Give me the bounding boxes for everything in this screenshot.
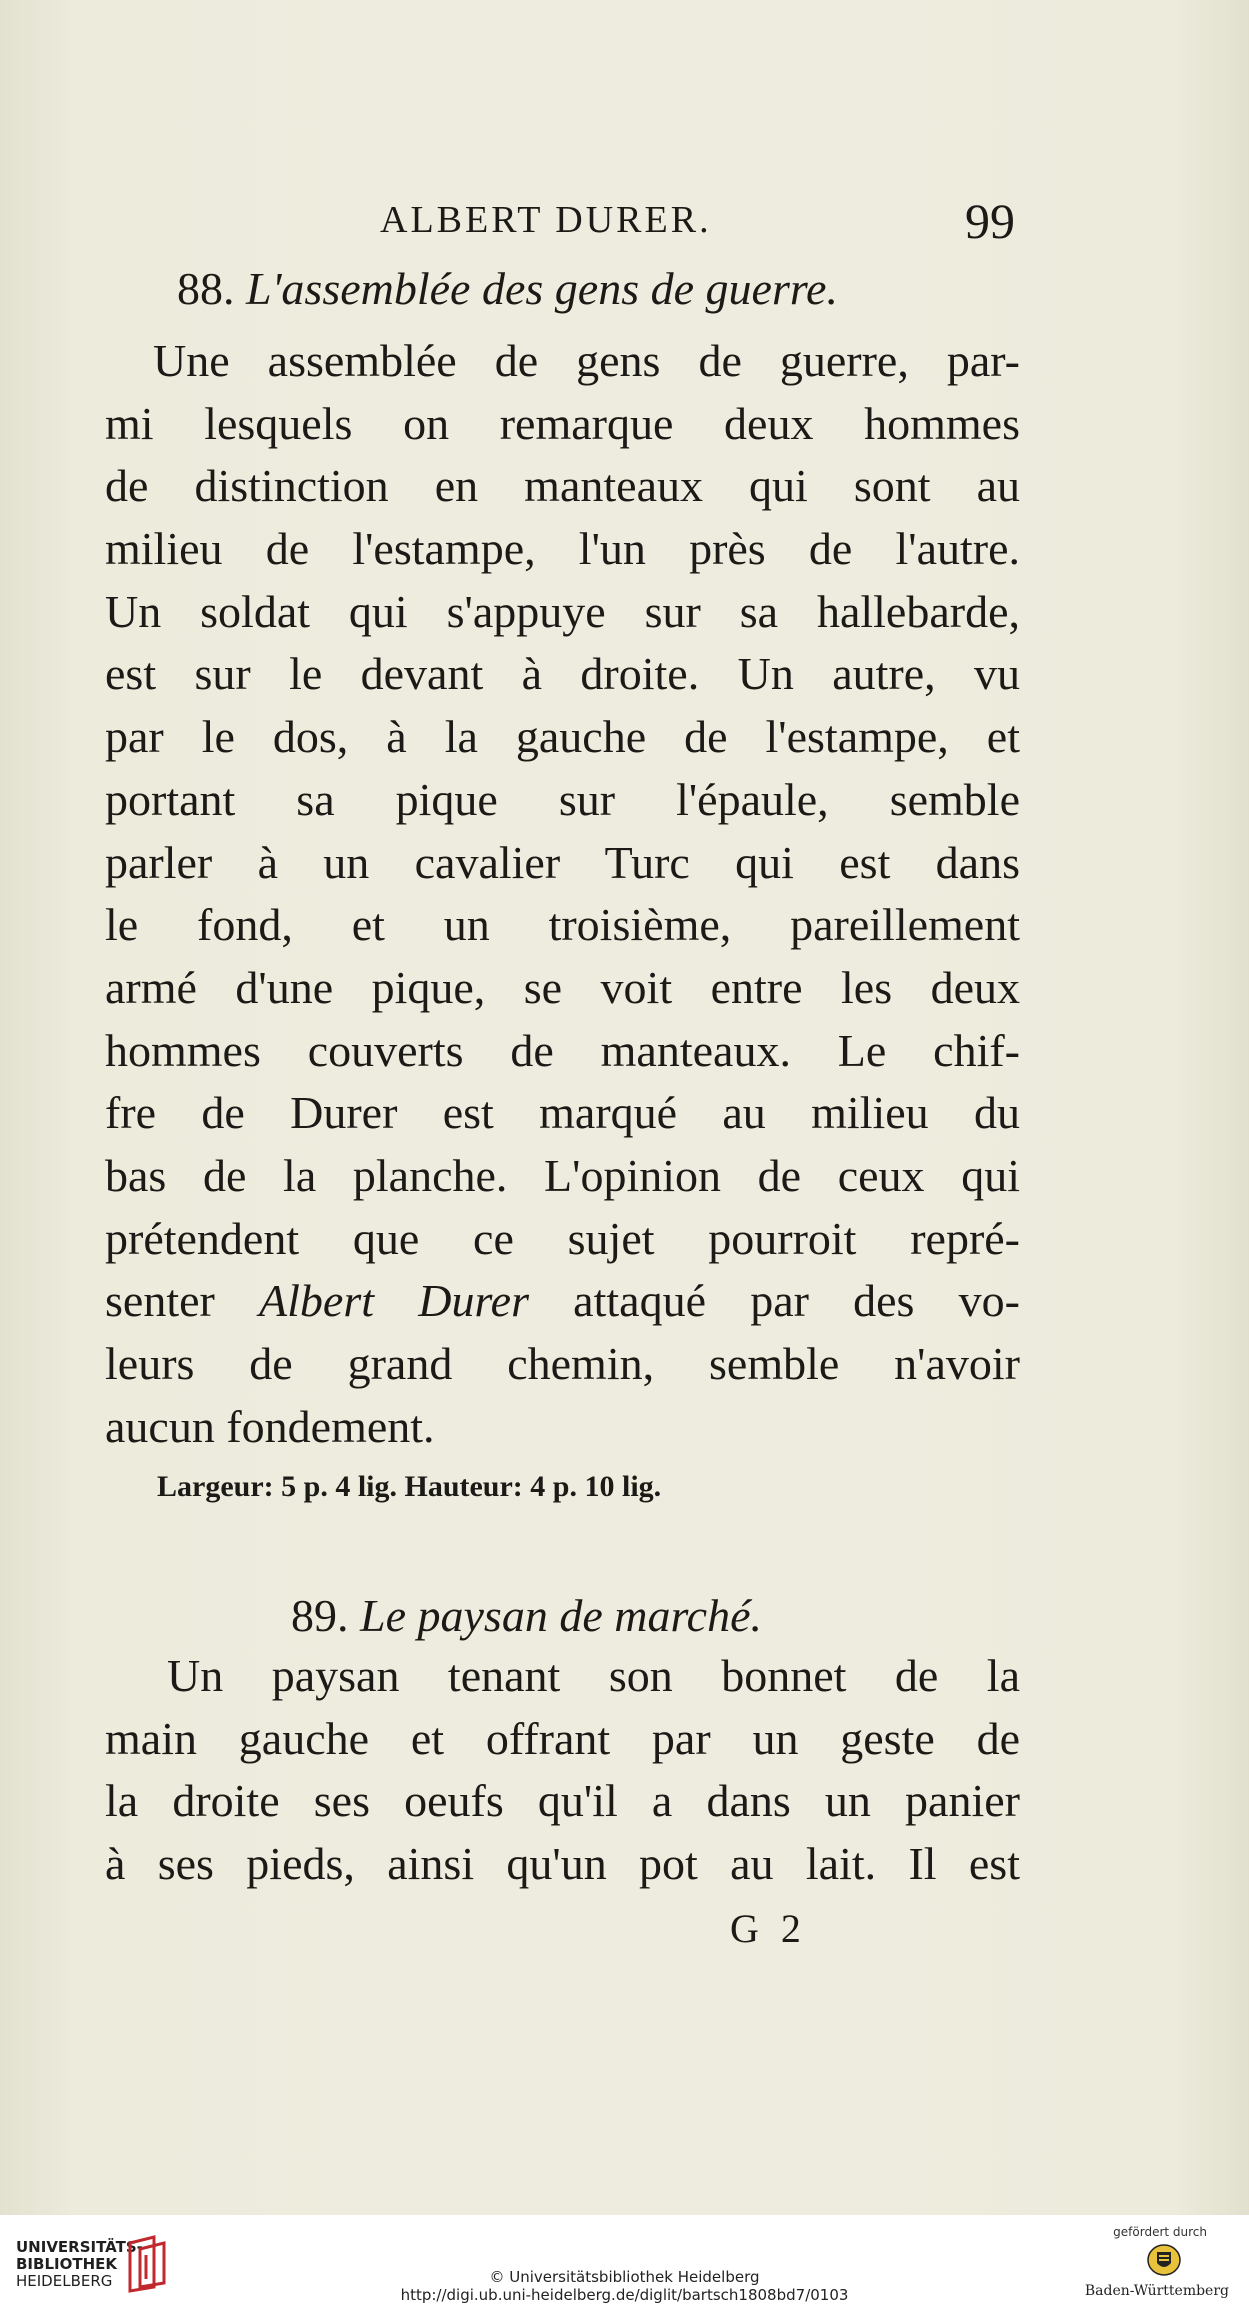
entry-title: [105, 258, 1020, 320]
copyright-notice: [0, 2268, 1249, 2304]
text-line: milieu de l'estampe, l'un près de l'autre.: [105, 523, 1020, 575]
entry-title: [105, 1585, 1020, 1647]
library-city: HEIDELBERG: [16, 2272, 113, 2290]
entry-89: [105, 1585, 1020, 1647]
source-url[interactable]: http://digi.ub.uni-heidelberg.de/diglit/bartsch1808bd7/0103: [400, 2286, 849, 2304]
entry-title-text: L'assemblée des gens de guerre.: [246, 263, 838, 314]
text-line: parler à un cavalier Turc qui est dans: [105, 836, 1020, 888]
text-line: mi lesquels on remarque deux hommes: [105, 397, 1020, 449]
text-line: prétendent que ce sujet pourroit repré-: [105, 1212, 1020, 1264]
text-line: par le dos, à la gauche de l'estampe, et: [105, 711, 1020, 763]
entry-title-text: Le paysan de marché.: [360, 1590, 762, 1641]
text-line: [105, 1270, 1020, 1333]
library-name-line: BIBLIOTHEK: [16, 2255, 117, 2273]
dimensions-text: Largeur: 5 p. 4 lig. Hauteur: 4 p. 10 lig.: [157, 1470, 662, 1503]
italic-name: Albert Durer: [259, 1275, 529, 1327]
dimensions-line: [105, 1465, 1072, 1509]
text-line: le fond, et un troisième, pareillement: [105, 899, 1020, 951]
entry-number: 88.: [177, 263, 235, 314]
text-line: portant sa pique sur l'épaule, semble: [105, 773, 1020, 825]
funder-label: gefördert durch: [1113, 2225, 1207, 2239]
text-line: main gauche et offrant par un geste de: [105, 1712, 1020, 1764]
text-line: hommes couverts de manteaux. Le chif-: [105, 1024, 1020, 1076]
text-fragment: senter: [105, 1275, 260, 1327]
text-line: de distinction en manteaux qui sont au: [105, 460, 1020, 512]
text-line: aucun fondement.: [105, 1400, 435, 1452]
text-line: armé d'une pique, se voit entre les deux: [105, 961, 1020, 1013]
running-title: ALBERT DURER.: [380, 199, 712, 241]
text-fragment: attaqué par des vo-: [528, 1275, 1020, 1327]
entry-89-body: [105, 1645, 1020, 1896]
signature-mark: G 2: [730, 1906, 807, 1951]
text-line: Un soldat qui s'appuye sur sa hallebarde,: [105, 585, 1020, 637]
copyright-text: © Universitätsbibliothek Heidelberg: [489, 2268, 760, 2286]
page-header: [380, 192, 1015, 252]
entry-number: 89.: [291, 1590, 349, 1641]
text-line: à ses pieds, ainsi qu'un pot au lait. Il est: [105, 1838, 1020, 1890]
coat-of-arms-icon: [1147, 2243, 1181, 2277]
funder-name: Baden-Württemberg: [1084, 2283, 1229, 2299]
library-name-line: UNIVERSITÄTS-: [16, 2238, 143, 2256]
text-line: leurs de grand chemin, semble n'avoir: [105, 1338, 1020, 1389]
entry-88-body: [105, 330, 1020, 1458]
footer-bar: [0, 2215, 1249, 2308]
entry-88: [105, 258, 1020, 320]
text-line: Une assemblée de gens de guerre, par-: [153, 335, 1020, 386]
text-line: Un paysan tenant son bonnet de la: [167, 1650, 1020, 1701]
page-number: 99: [965, 193, 1015, 249]
text-line: fre de Durer est marqué au milieu du: [105, 1087, 1020, 1139]
text-line: est sur le devant à droite. Un autre, vu: [105, 648, 1020, 700]
text-line: bas de la planche. L'opinion de ceux qui: [105, 1149, 1020, 1201]
text-line: la droite ses oeufs qu'il a dans un panier: [105, 1775, 1020, 1827]
